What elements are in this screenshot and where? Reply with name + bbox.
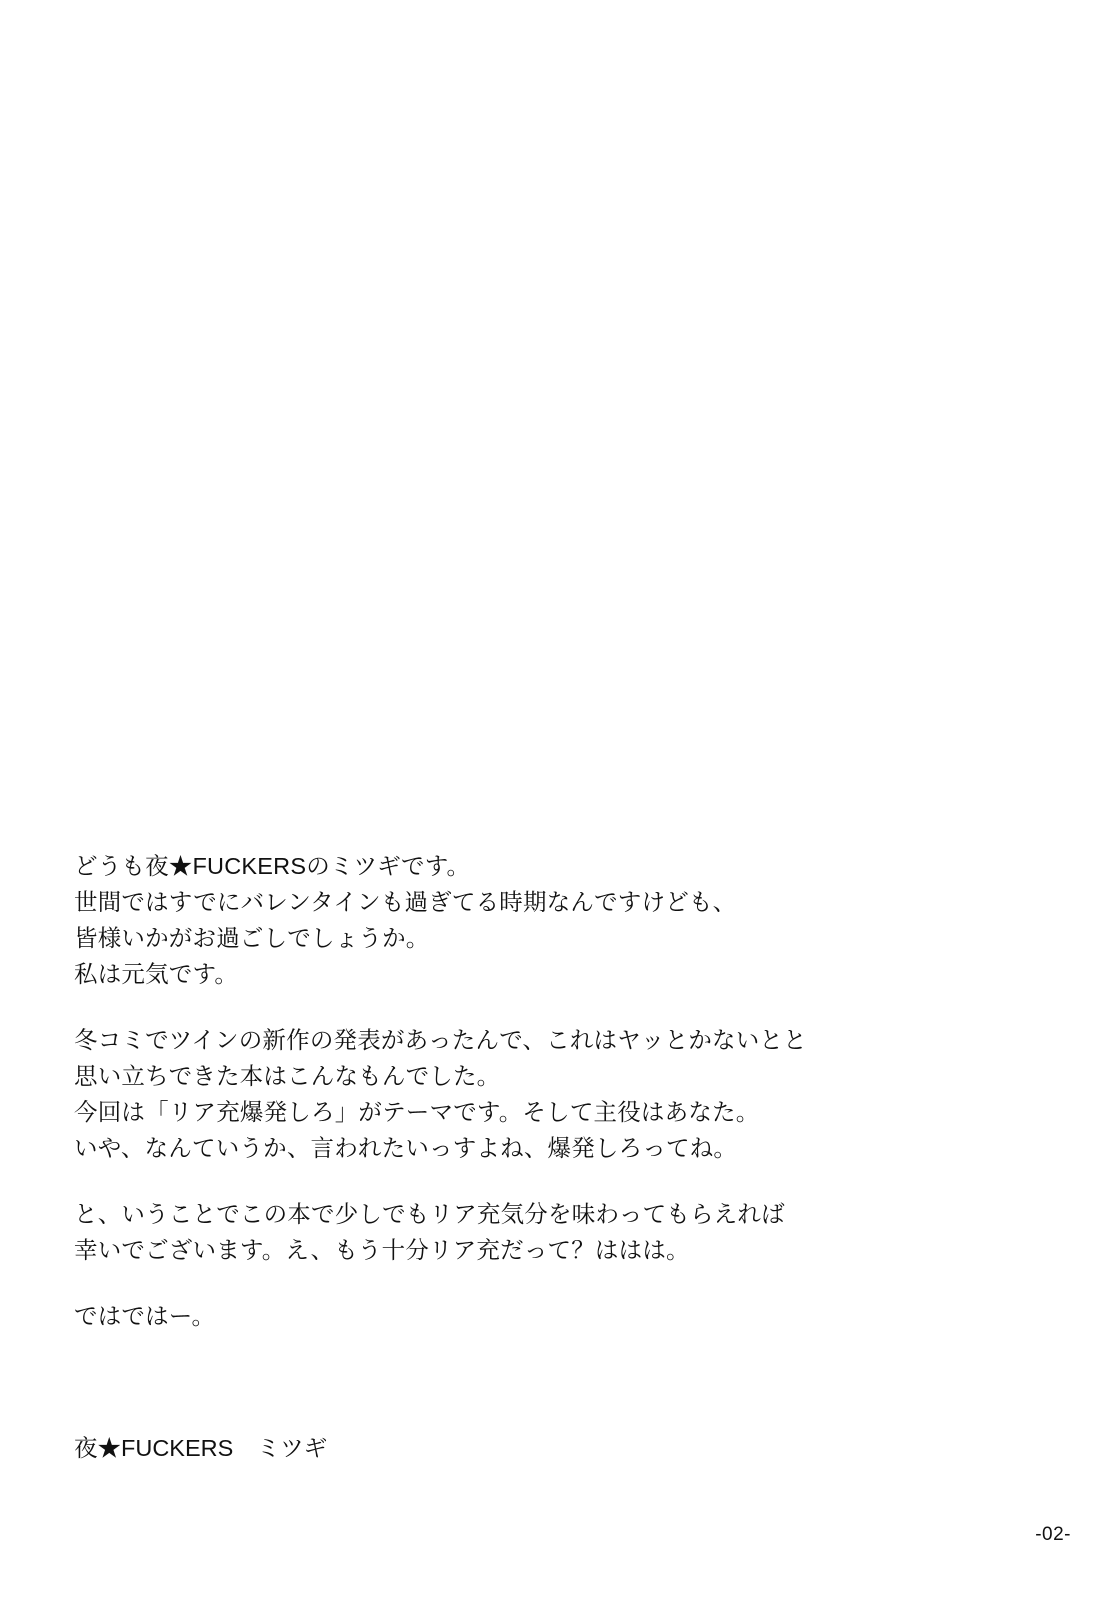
- afterword-line: 今回は「リア充爆発しろ」がテーマです。そして主役はあなた。: [74, 1099, 760, 1125]
- afterword-line: 思い立ちできた本はこんなもんでした。: [74, 1063, 501, 1089]
- afterword-line: 冬コミでツインの新作の発表があったんで、これはヤッとかないとと: [74, 1027, 807, 1053]
- afterword-line: 世間ではすでにバレンタインも過ぎてる時期なんですけども、: [74, 889, 737, 915]
- afterword-line: ではではー。: [74, 1303, 216, 1329]
- afterword-line: どうも夜★FUCKERSのミツギです。: [74, 853, 471, 879]
- afterword-paragraph: [74, 1022, 974, 1166]
- afterword-line: 私は元気です。: [74, 961, 239, 987]
- afterword-line: 幸いでございます。え、もう十分リア充だって？ははは。: [74, 1237, 690, 1263]
- afterword-line: と、いうことでこの本で少しでもリア充気分を味わってもらえれば: [74, 1201, 785, 1227]
- afterword-paragraph: [74, 1196, 974, 1268]
- page-number: -02-: [1035, 1524, 1071, 1545]
- afterword-paragraph: [74, 1298, 974, 1334]
- afterword-line: 皆様いかがお過ごしでしょうか。: [74, 925, 430, 951]
- author-signature: 夜★FUCKERS ミツギ: [74, 1435, 328, 1461]
- afterword-line: いや、なんていうか、言われたいっすよね、爆発しろってね。: [74, 1135, 738, 1161]
- afterword-paragraph: [74, 848, 974, 992]
- afterword-text-block: [74, 848, 974, 1334]
